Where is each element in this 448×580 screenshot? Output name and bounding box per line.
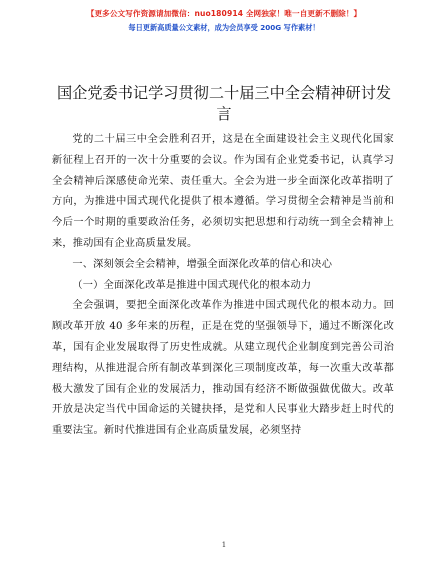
promo-banner xyxy=(0,7,448,34)
section-heading: 一、深刻领会全会精神，增强全面深化改革的信心和决心 xyxy=(72,258,333,270)
promo-banner-line-2: 每日更新高质量公文素材，成为会员享受 200G 写作素材！ xyxy=(128,23,320,32)
subsection-heading: （一）全面深化改革是推进中国式现代化的根本动力 xyxy=(72,279,312,291)
body-paragraph: 全会强调，要把全面深化改革作为推进中国式现代化的根本动力。回顾改革开放 40 多年来的历程，正是在党的坚强领导下，通过不断深化改革，国有企业发展取得了历史性成就。从建立现代企业制度到完善公司治理结构，从推进混合所有制改革到深化三项制度改革，每一次重大改革都极大激发了国有企业的发展活力，推动国有经济不断做强做优做大。改革开放是决定当代中国命运的关键抉择，是党和人民事业大踏步赶上时代的重要法宝。新时代推进国有企业高质量发展，必须坚持 xyxy=(52,300,394,437)
promo-banner-line-1: 【更多公文写作资源请加微信：nuo180914 全网独家！唯一自更新不删除！】 xyxy=(86,9,362,18)
intro-paragraph: 党的二十届三中全会胜利召开，这是在全面建设社会主义现代化国家新征程上召开的一次十分重要的会议。作为国有企业党委书记，认真学习全会精神后深感使命光荣、责任重大。全会为进一步全面深化改革指明了方向，为推进中国式现代化提供了根本遵循。学习贯彻全会精神是当前和今后一个时期的重要政治任务，必须切实把思想和行动统一到全会精神上来，推动国有企业高质量发展。 xyxy=(52,134,394,249)
document-body xyxy=(52,130,394,442)
page-number: 1 xyxy=(221,541,227,549)
document-title: 国企党委书记学习贯彻二十届三中全会精神研讨发言 xyxy=(56,84,392,123)
